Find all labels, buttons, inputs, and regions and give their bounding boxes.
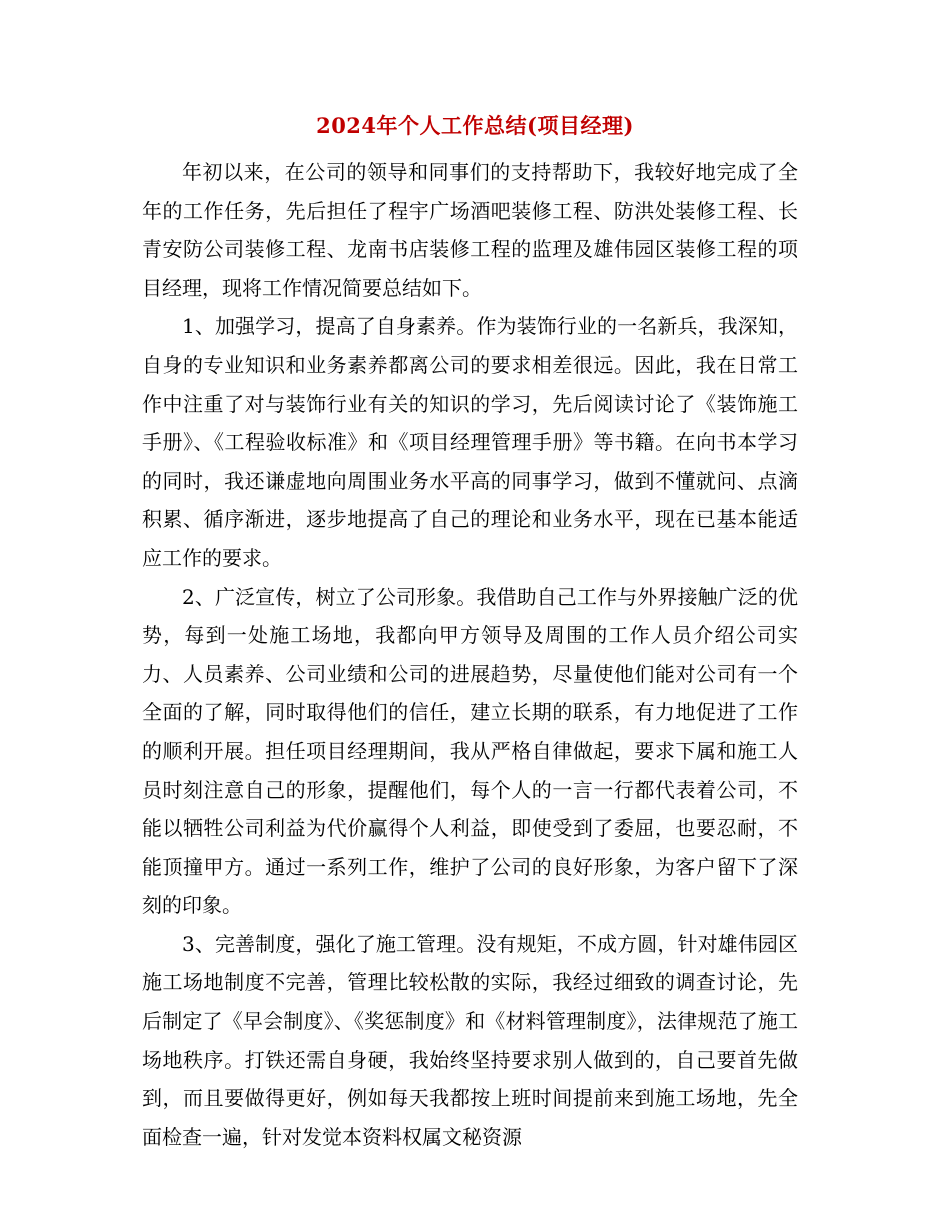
paragraph-management: 3、完善制度，强化了施工管理。没有规矩，不成方圆，针对雄伟园区施工场地制度不完善，管理比较松散的实际，我经过细致的调查讨论，先后制定了《早会制度》、《奖惩制度》和《材料管理制度》，法律规范了施工场地秩序。打铁还需自身硬，我始终坚持要求别人做到的，自己要首先做到，而且要做得更好，例如每天我都按上班时间提前来到施工场地，先全面检查一遍，针对发觉本资料权属文秘资源 — [142, 931, 798, 1149]
paragraph-study: 1、加强学习，提高了自身素养。作为装饰行业的一名新兵，我深知，自身的专业知识和业务素养都离公司的要求相差很远。因此，我在日常工作中注重了对与装饰行业有关的知识的学习，先后阅读讨论了《装饰施工手册》、《工程验收标准》和《项目经理管理手册》等书籍。在向书本学习的同时，我还谦虚地向周围业务水平高的同事学习，做到不懂就问、点滴积累、循序渐进，逐步地提高了自己的理论和业务水平，现在已基本能适应工作的要求。 — [142, 314, 798, 570]
document-body — [142, 153, 798, 1156]
paragraph-promotion: 2、广泛宣传，树立了公司形象。我借助自己工作与外界接触广泛的优势，每到一处施工场地，我都向甲方领导及周围的工作人员介绍公司实力、人员素养、公司业绩和公司的进展趋势，尽量使他们能对公司有一个全面的了解，同时取得他们的信任，建立长期的联系，有力地促进了工作的顺利开展。担任项目经理期间，我从严格自律做起，要求下属和施工人员时刻注意自己的形象，提醒他们，每个人的一言一行都代表着公司，不能以牺牲公司利益为代价赢得个人利益，即使受到了委屈，也要忍耐，不能顶撞甲方。通过一系列工作，维护了公司的良好形象，为客户留下了深刻的印象。 — [142, 584, 798, 918]
document-title: 2024年个人工作总结(项目经理) — [316, 113, 634, 138]
paragraph-intro: 年初以来，在公司的领导和同事们的支持帮助下，我较好地完成了全年的工作任务，先后担任了程宇广场酒吧装修工程、防洪处装修工程、长青安防公司装修工程、龙南书店装修工程的监理及雄伟园区装修工程的项目经理，现将工作情况简要总结如下。 — [142, 160, 798, 300]
